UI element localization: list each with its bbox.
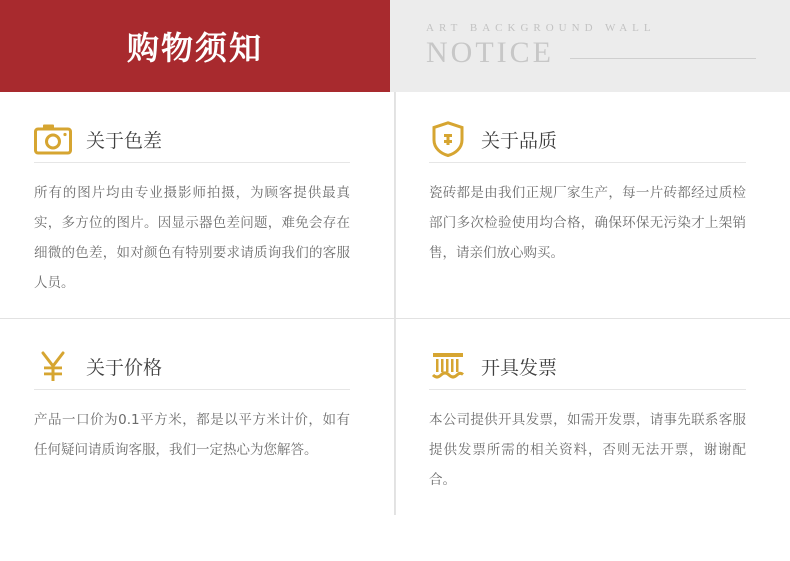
card-title: 关于价格 [86,356,163,379]
card-divider [429,162,746,163]
card-title: 关于品质 [481,129,558,152]
camera-icon [34,120,72,158]
card-divider [429,389,746,390]
card-divider [34,162,350,163]
header-gray-band [390,0,790,92]
card-body: 本公司提供开具发票，如需开发票，请事先联系客服提供发票所需的相关资料，否则无法开票，谢谢配合。 [429,412,746,488]
notice-card-color [0,92,395,319]
header-subtitle-small: ART BACKGROUND WALL [426,22,656,34]
header-red-band [0,0,390,92]
header-subtitle-row [426,36,790,70]
card-header [429,116,746,162]
card-divider [34,389,350,390]
card-body: 所有的图片均由专业摄影师拍摄，为顾客提供最真实，多方位的图片。因显示器色差问题，难免会存在细微的色差，如对颜色有特别要求请质询我们的客服人员。 [34,185,350,291]
card-body: 瓷砖都是由我们正规厂家生产，每一片砖都经过质检部门多次检验使用均合格，确保环保无污染才上架销售，请亲们放心购买。 [429,185,746,261]
card-body: 产品一口价为0.1平方米，都是以平方米计价，如有任何疑问请质询客服，我们一定热心为您解答。 [34,412,350,458]
shield-icon [429,120,467,158]
card-header [429,343,746,389]
card-header [34,343,350,389]
notice-card-quality [395,92,790,319]
card-title: 关于色差 [86,129,163,152]
page-title: 购物须知 [126,29,263,67]
yen-price-icon [34,347,72,385]
card-title: 开具发票 [481,356,558,379]
header-subtitle-big: NOTICE [426,36,554,69]
notice-card-invoice [395,319,790,515]
header-rule-line [570,58,756,59]
page-header [0,0,790,92]
card-header [34,116,350,162]
invoice-icon [429,347,467,385]
notice-grid [0,92,790,515]
notice-card-price [0,319,395,515]
